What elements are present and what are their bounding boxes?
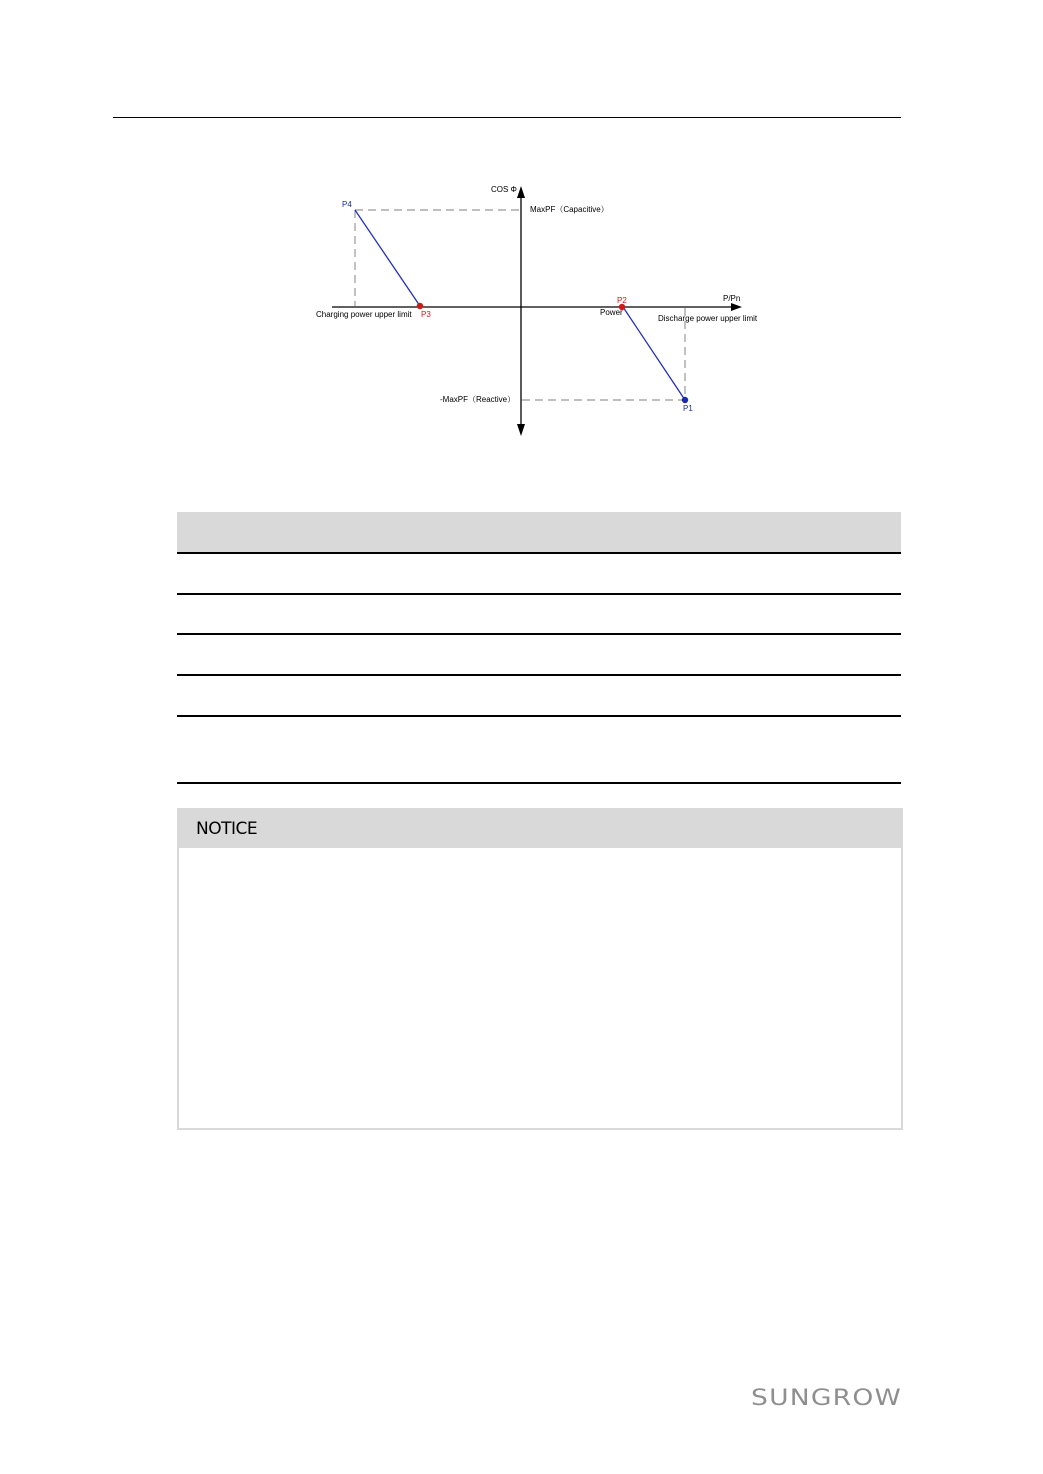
sungrow-logo xyxy=(751,1385,903,1409)
power-label: Power xyxy=(600,308,623,317)
notice-header xyxy=(179,810,901,848)
p2-label: P2 xyxy=(617,296,627,305)
parameter-table xyxy=(177,512,901,784)
neg-maxpf-label: -MaxPF（Reactive） xyxy=(440,395,516,404)
table-row xyxy=(177,595,901,635)
notice-title: NOTICE xyxy=(196,819,258,839)
y-axis-down-arrow-icon xyxy=(517,424,525,436)
charging-limit-label: Charging power upper limit xyxy=(316,310,412,319)
point-p1 xyxy=(682,397,688,403)
maxpf-label: MaxPF（Capacitive） xyxy=(530,205,609,214)
header-rule xyxy=(113,117,901,118)
table-row xyxy=(177,554,901,595)
x-axis-label: P/Pn xyxy=(723,294,741,303)
table-row xyxy=(177,676,901,717)
x-axis-arrow-icon xyxy=(731,303,742,311)
notice-box xyxy=(177,808,903,1130)
sungrow-logo-text: SUNGROW xyxy=(751,1386,902,1409)
table-header xyxy=(177,512,901,554)
table-row xyxy=(177,635,901,676)
point-p3 xyxy=(417,303,423,309)
curve-segment-p4-p3 xyxy=(355,210,420,306)
y-axis-label: COS Φ xyxy=(491,185,517,194)
discharge-limit-label: Discharge power upper limit xyxy=(658,314,758,323)
p4-label: P4 xyxy=(342,200,352,209)
table-row xyxy=(177,717,901,784)
y-axis-up-arrow-icon xyxy=(517,186,525,198)
cos-phi-curve-diagram xyxy=(310,180,780,450)
p1-label: P1 xyxy=(683,404,693,413)
p3-label: P3 xyxy=(421,310,431,319)
